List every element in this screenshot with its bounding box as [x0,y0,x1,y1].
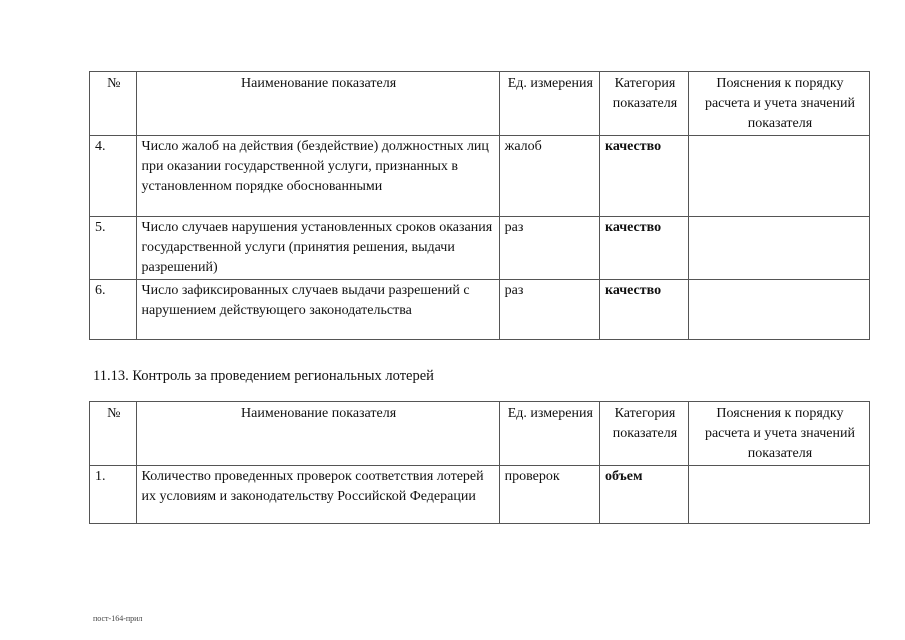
row-indicator-name: Количество проведенных проверок соответствия лотерей их условиям и законодательству Российской Федерации [136,466,499,524]
header-indicator-name: Наименование показателя [136,72,499,136]
header-notes: Пояснения к порядку расчета и учета значений показателя [688,72,869,136]
header-category: Категория показателя [599,72,688,136]
row-category: качество [599,136,688,217]
header-unit: Ед. измерения [499,72,599,136]
table-row [90,217,870,280]
row-category: качество [599,217,688,280]
row-notes [688,217,869,280]
row-notes [688,466,869,524]
table-row [90,136,870,217]
row-indicator-name: Число случаев нарушения установленных сроков оказания государственной услуги (принятия решения, выдачи разрешений) [136,217,499,280]
row-indicator-name: Число жалоб на действия (бездействие) должностных лиц при оказании государственной услуги, признанных в установленном порядке обоснованными [136,136,499,217]
row-indicator-name: Число зафиксированных случаев выдачи разрешений с нарушением действующего законодательства [136,280,499,340]
indicators-table-1 [89,71,870,340]
row-category: объем [599,466,688,524]
table-header-row [90,72,870,136]
row-number: 5. [90,217,137,280]
row-number: 4. [90,136,137,217]
row-notes [688,280,869,340]
header-indicator-name: Наименование показателя [136,402,499,466]
row-unit: проверок [499,466,599,524]
row-number: 1. [90,466,137,524]
header-category: Категория показателя [599,402,688,466]
table-row [90,466,870,524]
row-category: качество [599,280,688,340]
row-unit: раз [499,280,599,340]
table-header-row [90,402,870,466]
header-notes: Пояснения к порядку расчета и учета значений показателя [688,402,869,466]
row-notes [688,136,869,217]
indicators-table-2 [89,401,870,524]
header-number: № [90,402,137,466]
section-heading: 11.13. Контроль за проведением региональных лотерей [93,368,434,384]
row-number: 6. [90,280,137,340]
header-number: № [90,72,137,136]
row-unit: раз [499,217,599,280]
header-unit: Ед. измерения [499,402,599,466]
document-footer-code: пост-164-прил [93,614,143,623]
table-row [90,280,870,340]
row-unit: жалоб [499,136,599,217]
